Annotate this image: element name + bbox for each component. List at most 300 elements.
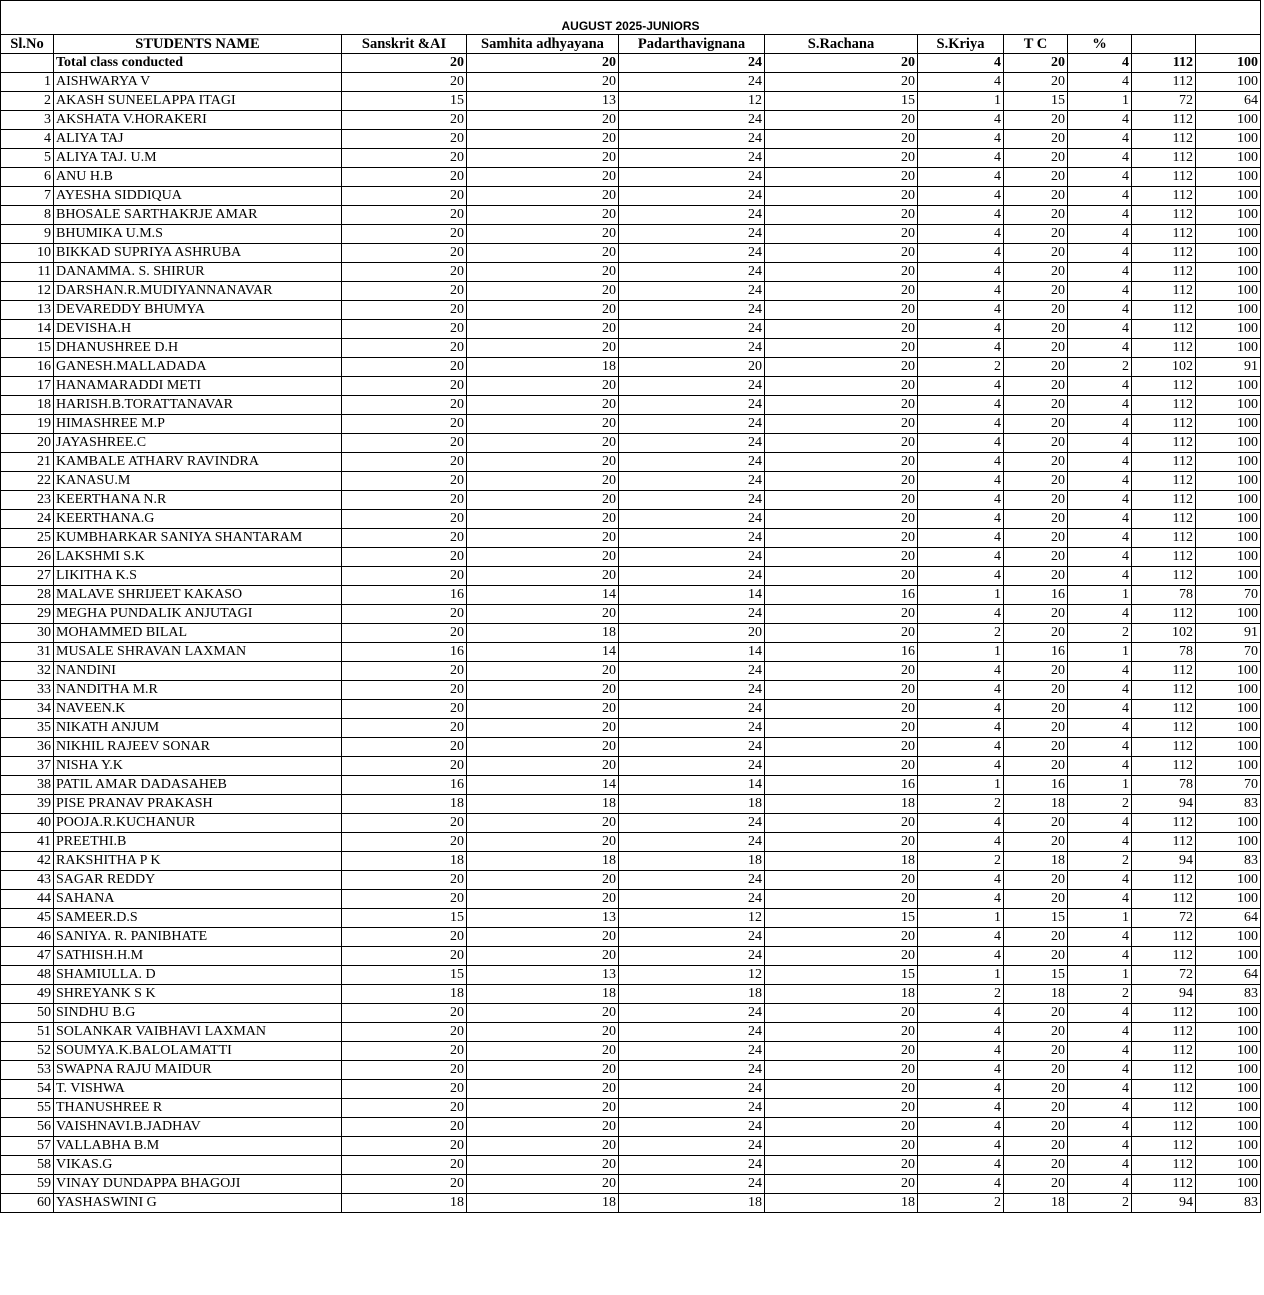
total-cell: 112 <box>1132 1080 1196 1099</box>
student-name-cell: KEERTHANA.G <box>54 510 342 529</box>
sanskrit-ai-cell: 20 <box>342 1099 467 1118</box>
student-name-cell: HIMASHREE M.P <box>54 415 342 434</box>
s-rachana-cell: 16 <box>765 643 918 662</box>
percentage-cell: 64 <box>1196 92 1261 111</box>
sanskrit-ai-cell: 20 <box>342 890 467 909</box>
s-rachana-cell: 20 <box>765 719 918 738</box>
sl-no-cell: 29 <box>1 605 54 624</box>
samhita-adhyayana-cell: 13 <box>467 92 619 111</box>
samhita-adhyayana-cell: 18 <box>467 624 619 643</box>
tc-cell: 20 <box>1004 1118 1068 1137</box>
padarthavignana-cell: 24 <box>619 244 765 263</box>
tc-cell: 20 <box>1004 1137 1068 1156</box>
s-kriya-cell: 4 <box>918 149 1004 168</box>
student-name-cell: MUSALE SHRAVAN LAXMAN <box>54 643 342 662</box>
padarthavignana-cell: 24 <box>619 1137 765 1156</box>
percentage-cell: 100 <box>1196 1023 1261 1042</box>
student-row <box>1 833 1261 852</box>
s-kriya-cell: 4 <box>918 681 1004 700</box>
padarthavignana-cell: 24 <box>619 472 765 491</box>
student-row <box>1 1042 1261 1061</box>
s-rachana-cell: 16 <box>765 776 918 795</box>
student-name-cell: KUMBHARKAR SANIYA SHANTARAM <box>54 529 342 548</box>
tc-cell: 20 <box>1004 1061 1068 1080</box>
s-rachana-cell: 15 <box>765 909 918 928</box>
samhita-adhyayana-cell: 18 <box>467 1194 619 1213</box>
percentage-cell: 83 <box>1196 852 1261 871</box>
sl-no-cell: 4 <box>1 130 54 149</box>
s-kriya-cell: 4 <box>918 206 1004 225</box>
tc-cell: 20 <box>1004 662 1068 681</box>
padarthavignana-cell: 24 <box>619 662 765 681</box>
samhita-adhyayana-cell: 20 <box>467 1099 619 1118</box>
sanskrit-ai-cell: 20 <box>342 320 467 339</box>
sanskrit-ai-cell: 18 <box>342 1194 467 1213</box>
percentage-cell: 100 <box>1196 244 1261 263</box>
samhita-adhyayana-cell: 14 <box>467 643 619 662</box>
total-cell: 112 <box>1132 491 1196 510</box>
header-tc: T C <box>1004 35 1068 54</box>
percent-cell: 4 <box>1068 700 1132 719</box>
sl-no-cell: 54 <box>1 1080 54 1099</box>
sanskrit-ai-cell: 15 <box>342 92 467 111</box>
student-row <box>1 149 1261 168</box>
percent-cell: 4 <box>1068 73 1132 92</box>
sl-no-cell: 43 <box>1 871 54 890</box>
s-kriya-cell: 4 <box>918 396 1004 415</box>
student-name-cell: YASHASWINI G <box>54 1194 342 1213</box>
sanskrit-ai-cell: 20 <box>342 472 467 491</box>
percentage-cell: 100 <box>1196 377 1261 396</box>
total-cell: 112 <box>1132 548 1196 567</box>
tc-cell: 18 <box>1004 795 1068 814</box>
tc-cell: 20 <box>1004 472 1068 491</box>
percentage-cell: 100 <box>1196 396 1261 415</box>
padarthavignana-cell: 24 <box>619 453 765 472</box>
sl-no-cell: 35 <box>1 719 54 738</box>
s-kriya-cell: 4 <box>918 1137 1004 1156</box>
student-row <box>1 700 1261 719</box>
student-row <box>1 244 1261 263</box>
student-row <box>1 225 1261 244</box>
total-cell: 112 <box>1132 130 1196 149</box>
header-total <box>1132 35 1196 54</box>
s-rachana-cell: 18 <box>765 1194 918 1213</box>
tc-cell: 20 <box>1004 567 1068 586</box>
total-cell: 112 <box>1132 738 1196 757</box>
student-row <box>1 947 1261 966</box>
total-value-cell: 20 <box>467 54 619 73</box>
sl-no-cell: 48 <box>1 966 54 985</box>
total-cell: 112 <box>1132 111 1196 130</box>
percent-cell: 4 <box>1068 339 1132 358</box>
sanskrit-ai-cell: 20 <box>342 529 467 548</box>
padarthavignana-cell: 24 <box>619 928 765 947</box>
student-name-cell: HARISH.B.TORATTANAVAR <box>54 396 342 415</box>
s-kriya-cell: 1 <box>918 586 1004 605</box>
total-cell: 112 <box>1132 1118 1196 1137</box>
sanskrit-ai-cell: 20 <box>342 187 467 206</box>
percent-cell: 4 <box>1068 149 1132 168</box>
student-row <box>1 795 1261 814</box>
sl-no-cell: 17 <box>1 377 54 396</box>
padarthavignana-cell: 24 <box>619 491 765 510</box>
padarthavignana-cell: 24 <box>619 149 765 168</box>
percent-cell: 2 <box>1068 795 1132 814</box>
sanskrit-ai-cell: 20 <box>342 206 467 225</box>
total-value-cell: 20 <box>342 54 467 73</box>
sanskrit-ai-cell: 20 <box>342 662 467 681</box>
percent-cell: 1 <box>1068 586 1132 605</box>
total-value-cell: 20 <box>765 54 918 73</box>
s-rachana-cell: 20 <box>765 871 918 890</box>
percent-cell: 4 <box>1068 947 1132 966</box>
sl-no-cell: 26 <box>1 548 54 567</box>
total-cell: 72 <box>1132 909 1196 928</box>
percent-cell: 4 <box>1068 567 1132 586</box>
total-cell: 112 <box>1132 282 1196 301</box>
student-row <box>1 73 1261 92</box>
samhita-adhyayana-cell: 20 <box>467 1156 619 1175</box>
percentage-cell: 100 <box>1196 206 1261 225</box>
percent-cell: 4 <box>1068 719 1132 738</box>
samhita-adhyayana-cell: 20 <box>467 396 619 415</box>
tc-cell: 20 <box>1004 871 1068 890</box>
sanskrit-ai-cell: 20 <box>342 757 467 776</box>
sl-no-cell: 47 <box>1 947 54 966</box>
header-s-rachana: S.Rachana <box>765 35 918 54</box>
sl-no-cell: 19 <box>1 415 54 434</box>
percent-cell: 4 <box>1068 320 1132 339</box>
header-sanskrit-ai: Sanskrit &AI <box>342 35 467 54</box>
student-row <box>1 643 1261 662</box>
percentage-cell: 100 <box>1196 871 1261 890</box>
s-kriya-cell: 4 <box>918 320 1004 339</box>
padarthavignana-cell: 24 <box>619 890 765 909</box>
percent-cell: 1 <box>1068 966 1132 985</box>
tc-cell: 20 <box>1004 149 1068 168</box>
percent-cell: 1 <box>1068 776 1132 795</box>
sanskrit-ai-cell: 15 <box>342 909 467 928</box>
sl-no-cell: 41 <box>1 833 54 852</box>
percentage-cell: 100 <box>1196 168 1261 187</box>
sl-no-cell: 1 <box>1 73 54 92</box>
student-name-cell: PREETHI.B <box>54 833 342 852</box>
percentage-cell: 100 <box>1196 1175 1261 1194</box>
tc-cell: 20 <box>1004 833 1068 852</box>
student-name-cell: AKASH SUNEELAPPA ITAGI <box>54 92 342 111</box>
total-value-cell: 4 <box>918 54 1004 73</box>
student-row <box>1 567 1261 586</box>
samhita-adhyayana-cell: 20 <box>467 434 619 453</box>
student-name-cell: AKSHATA V.HORAKERI <box>54 111 342 130</box>
sanskrit-ai-cell: 16 <box>342 776 467 795</box>
student-name-cell: NIKHIL RAJEEV SONAR <box>54 738 342 757</box>
samhita-adhyayana-cell: 20 <box>467 149 619 168</box>
s-kriya-cell: 4 <box>918 890 1004 909</box>
tc-cell: 20 <box>1004 73 1068 92</box>
percentage-cell: 100 <box>1196 453 1261 472</box>
samhita-adhyayana-cell: 20 <box>467 719 619 738</box>
percentage-cell: 100 <box>1196 719 1261 738</box>
sl-no-cell: 20 <box>1 434 54 453</box>
padarthavignana-cell: 18 <box>619 795 765 814</box>
percent-cell: 4 <box>1068 396 1132 415</box>
student-row <box>1 757 1261 776</box>
tc-cell: 20 <box>1004 548 1068 567</box>
percentage-cell: 100 <box>1196 491 1261 510</box>
s-kriya-cell: 4 <box>918 453 1004 472</box>
tc-cell: 20 <box>1004 624 1068 643</box>
sanskrit-ai-cell: 20 <box>342 1004 467 1023</box>
sanskrit-ai-cell: 20 <box>342 1118 467 1137</box>
tc-cell: 20 <box>1004 168 1068 187</box>
total-cell: 78 <box>1132 586 1196 605</box>
sanskrit-ai-cell: 18 <box>342 795 467 814</box>
padarthavignana-cell: 24 <box>619 1175 765 1194</box>
sanskrit-ai-cell: 20 <box>342 263 467 282</box>
s-kriya-cell: 4 <box>918 605 1004 624</box>
s-kriya-cell: 4 <box>918 225 1004 244</box>
s-rachana-cell: 20 <box>765 700 918 719</box>
sanskrit-ai-cell: 20 <box>342 73 467 92</box>
percent-cell: 2 <box>1068 1194 1132 1213</box>
s-kriya-cell: 4 <box>918 510 1004 529</box>
sl-no-cell: 56 <box>1 1118 54 1137</box>
total-cell: 112 <box>1132 320 1196 339</box>
s-rachana-cell: 20 <box>765 282 918 301</box>
sanskrit-ai-cell: 20 <box>342 928 467 947</box>
percentage-cell: 100 <box>1196 548 1261 567</box>
student-name-cell: PATIL AMAR DADASAHEB <box>54 776 342 795</box>
percentage-cell: 100 <box>1196 263 1261 282</box>
samhita-adhyayana-cell: 20 <box>467 1042 619 1061</box>
s-kriya-cell: 1 <box>918 643 1004 662</box>
padarthavignana-cell: 24 <box>619 263 765 282</box>
s-kriya-cell: 4 <box>918 871 1004 890</box>
total-cell: 112 <box>1132 890 1196 909</box>
student-name-cell: SAGAR REDDY <box>54 871 342 890</box>
padarthavignana-cell: 24 <box>619 206 765 225</box>
padarthavignana-cell: 24 <box>619 833 765 852</box>
student-row <box>1 339 1261 358</box>
student-row <box>1 586 1261 605</box>
student-name-cell: SHAMIULLA. D <box>54 966 342 985</box>
s-kriya-cell: 4 <box>918 662 1004 681</box>
samhita-adhyayana-cell: 20 <box>467 206 619 225</box>
student-row <box>1 472 1261 491</box>
student-name-cell: SOUMYA.K.BALOLAMATTI <box>54 1042 342 1061</box>
tc-cell: 20 <box>1004 1023 1068 1042</box>
percent-cell: 4 <box>1068 453 1132 472</box>
s-kriya-cell: 4 <box>918 301 1004 320</box>
samhita-adhyayana-cell: 20 <box>467 681 619 700</box>
total-cell: 112 <box>1132 225 1196 244</box>
percent-cell: 4 <box>1068 187 1132 206</box>
s-kriya-cell: 1 <box>918 966 1004 985</box>
samhita-adhyayana-cell: 20 <box>467 491 619 510</box>
tc-cell: 18 <box>1004 1194 1068 1213</box>
student-name-cell: BIKKAD SUPRIYA ASHRUBA <box>54 244 342 263</box>
student-name-cell: MEGHA PUNDALIK ANJUTAGI <box>54 605 342 624</box>
student-row <box>1 1175 1261 1194</box>
student-name-cell: ALIYA TAJ. U.M <box>54 149 342 168</box>
tc-cell: 20 <box>1004 1080 1068 1099</box>
sanskrit-ai-cell: 20 <box>342 282 467 301</box>
student-name-cell: SINDHU B.G <box>54 1004 342 1023</box>
padarthavignana-cell: 24 <box>619 434 765 453</box>
s-rachana-cell: 20 <box>765 814 918 833</box>
student-name-cell: AISHWARYA V <box>54 73 342 92</box>
s-rachana-cell: 20 <box>765 263 918 282</box>
sl-no-cell: 12 <box>1 282 54 301</box>
percentage-cell: 100 <box>1196 662 1261 681</box>
percent-cell: 1 <box>1068 909 1132 928</box>
student-row <box>1 377 1261 396</box>
s-kriya-cell: 4 <box>918 168 1004 187</box>
percent-cell: 4 <box>1068 301 1132 320</box>
total-cell: 112 <box>1132 453 1196 472</box>
s-kriya-cell: 4 <box>918 1042 1004 1061</box>
percent-cell: 4 <box>1068 130 1132 149</box>
sl-no-cell: 42 <box>1 852 54 871</box>
percent-cell: 4 <box>1068 1042 1132 1061</box>
padarthavignana-cell: 24 <box>619 396 765 415</box>
sl-no-cell: 10 <box>1 244 54 263</box>
s-rachana-cell: 20 <box>765 1156 918 1175</box>
student-row <box>1 1023 1261 1042</box>
padarthavignana-cell: 24 <box>619 757 765 776</box>
student-row <box>1 966 1261 985</box>
student-name-cell: DEVISHA.H <box>54 320 342 339</box>
s-kriya-cell: 4 <box>918 187 1004 206</box>
s-kriya-cell: 1 <box>918 776 1004 795</box>
sanskrit-ai-cell: 20 <box>342 605 467 624</box>
s-rachana-cell: 20 <box>765 833 918 852</box>
sanskrit-ai-cell: 20 <box>342 833 467 852</box>
total-value-cell: 4 <box>1068 54 1132 73</box>
student-row <box>1 130 1261 149</box>
student-row <box>1 1099 1261 1118</box>
percentage-cell: 100 <box>1196 700 1261 719</box>
percent-cell: 4 <box>1068 472 1132 491</box>
student-row <box>1 434 1261 453</box>
padarthavignana-cell: 24 <box>619 415 765 434</box>
percentage-cell: 100 <box>1196 833 1261 852</box>
student-name-cell: JAYASHREE.C <box>54 434 342 453</box>
samhita-adhyayana-cell: 20 <box>467 168 619 187</box>
percentage-cell: 83 <box>1196 795 1261 814</box>
percentage-cell: 100 <box>1196 1137 1261 1156</box>
total-cell: 78 <box>1132 643 1196 662</box>
tc-cell: 20 <box>1004 377 1068 396</box>
sl-no-cell: 21 <box>1 453 54 472</box>
s-rachana-cell: 20 <box>765 1042 918 1061</box>
s-rachana-cell: 20 <box>765 434 918 453</box>
s-rachana-cell: 20 <box>765 1175 918 1194</box>
student-row <box>1 491 1261 510</box>
student-name-cell: VALLABHA B.M <box>54 1137 342 1156</box>
percentage-cell: 100 <box>1196 1099 1261 1118</box>
sl-no-cell: 36 <box>1 738 54 757</box>
tc-cell: 20 <box>1004 453 1068 472</box>
s-rachana-cell: 18 <box>765 852 918 871</box>
s-kriya-cell: 4 <box>918 757 1004 776</box>
samhita-adhyayana-cell: 20 <box>467 871 619 890</box>
tc-cell: 20 <box>1004 890 1068 909</box>
s-rachana-cell: 20 <box>765 396 918 415</box>
s-rachana-cell: 20 <box>765 244 918 263</box>
student-row <box>1 415 1261 434</box>
sanskrit-ai-cell: 20 <box>342 871 467 890</box>
s-kriya-cell: 2 <box>918 624 1004 643</box>
sl-no-cell: 11 <box>1 263 54 282</box>
sanskrit-ai-cell: 20 <box>342 415 467 434</box>
padarthavignana-cell: 24 <box>619 1156 765 1175</box>
student-row <box>1 529 1261 548</box>
sl-no-cell: 60 <box>1 1194 54 1213</box>
percentage-cell: 100 <box>1196 434 1261 453</box>
total-cell: 72 <box>1132 966 1196 985</box>
percent-cell: 4 <box>1068 814 1132 833</box>
s-rachana-cell: 20 <box>765 168 918 187</box>
s-kriya-cell: 4 <box>918 1080 1004 1099</box>
s-rachana-cell: 20 <box>765 339 918 358</box>
samhita-adhyayana-cell: 20 <box>467 453 619 472</box>
percentage-cell: 100 <box>1196 1004 1261 1023</box>
samhita-adhyayana-cell: 20 <box>467 833 619 852</box>
total-cell: 94 <box>1132 795 1196 814</box>
samhita-adhyayana-cell: 20 <box>467 814 619 833</box>
student-name-cell: BHUMIKA U.M.S <box>54 225 342 244</box>
percent-cell: 4 <box>1068 168 1132 187</box>
student-row <box>1 453 1261 472</box>
sanskrit-ai-cell: 20 <box>342 947 467 966</box>
samhita-adhyayana-cell: 20 <box>467 1137 619 1156</box>
sl-no-cell: 49 <box>1 985 54 1004</box>
student-row <box>1 852 1261 871</box>
samhita-adhyayana-cell: 18 <box>467 985 619 1004</box>
tc-cell: 15 <box>1004 92 1068 111</box>
samhita-adhyayana-cell: 20 <box>467 1061 619 1080</box>
padarthavignana-cell: 24 <box>619 605 765 624</box>
s-rachana-cell: 20 <box>765 605 918 624</box>
sanskrit-ai-cell: 20 <box>342 510 467 529</box>
student-row <box>1 1080 1261 1099</box>
total-cell: 112 <box>1132 301 1196 320</box>
percentage-cell: 100 <box>1196 320 1261 339</box>
total-cell: 112 <box>1132 757 1196 776</box>
header-students-name: STUDENTS NAME <box>54 35 342 54</box>
total-cell: 112 <box>1132 529 1196 548</box>
sanskrit-ai-cell: 20 <box>342 1137 467 1156</box>
total-cell: 112 <box>1132 1061 1196 1080</box>
student-name-cell: THANUSHREE R <box>54 1099 342 1118</box>
samhita-adhyayana-cell: 18 <box>467 852 619 871</box>
percentage-cell: 70 <box>1196 776 1261 795</box>
student-row <box>1 624 1261 643</box>
sanskrit-ai-cell: 20 <box>342 339 467 358</box>
student-row <box>1 320 1261 339</box>
percentage-cell: 100 <box>1196 567 1261 586</box>
samhita-adhyayana-cell: 20 <box>467 111 619 130</box>
padarthavignana-cell: 24 <box>619 282 765 301</box>
total-cell: 112 <box>1132 510 1196 529</box>
header-percent: % <box>1068 35 1132 54</box>
sanskrit-ai-cell: 20 <box>342 1061 467 1080</box>
student-name-cell: NANDITHA M.R <box>54 681 342 700</box>
sanskrit-ai-cell: 20 <box>342 1156 467 1175</box>
